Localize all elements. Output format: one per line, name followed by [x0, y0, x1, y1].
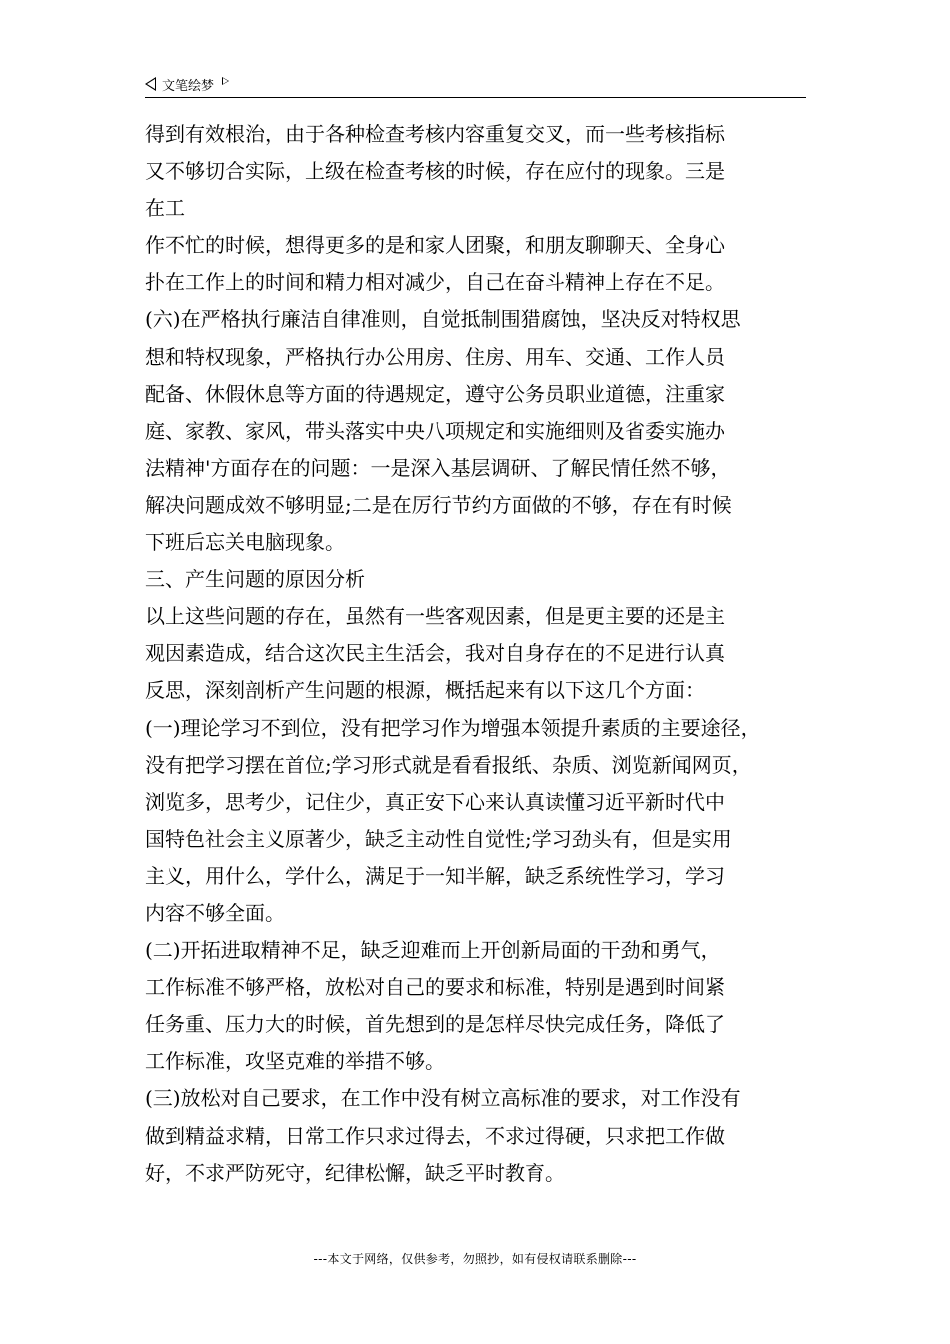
text-line: (六)在严格执行廉洁自律准则，自觉抵制围猎腐蚀，坚决反对特权思 — [145, 307, 741, 332]
text-line: 下班后忘关电脑现象。 — [145, 530, 345, 555]
page-footer-disclaimer: ---本文于网络，仅供参考，勿照抄，如有侵权请联系删除--- — [313, 1252, 637, 1266]
page-header — [145, 72, 805, 96]
text-line: 反思，深刻剖析产生问题的根源，概括起来有以下这几个方面： — [145, 678, 705, 703]
text-line: 观因素造成，结合这次民主生活会，我对自身存在的不足进行认真 — [145, 641, 725, 666]
text-line: 法精神'方面存在的问题：一是深入基层调研、了解民情任然不够， — [145, 455, 731, 480]
text-line: (一)理论学习不到位，没有把学习作为增强本领提升素质的主要途径， — [145, 715, 761, 740]
text-line: 在工 — [145, 196, 185, 221]
text-line: 国特色社会主义原著少，缺乏主动性自觉性;学习劲头有，但是实用 — [145, 826, 732, 851]
text-line: 浏览多，思考少，记住少，真正安下心来认真读懂习近平新时代中 — [145, 789, 725, 814]
triangle-right-icon — [222, 77, 229, 85]
text-line: 扑在工作上的时间和精力相对减少，自己在奋斗精神上存在不足。 — [145, 270, 725, 295]
text-line: 得到有效根治，由于各种检查考核内容重复交叉，而一些考核指标 — [145, 122, 725, 146]
text-line: 作不忙的时候，想得更多的是和家人团聚，和朋友聊聊天、全身心 — [145, 233, 725, 258]
header-title: 文笔绘梦 — [162, 78, 215, 94]
text-line: 又不够切合实际，上级在检查考核的时候，存在应付的现象。三是 — [145, 159, 725, 184]
text-line: 庭、家教、家风，带头落实中央八项规定和实施细则及省委实施办 — [145, 418, 725, 443]
text-line: 工作标准不够严格，放松对自己的要求和标准，特别是遇到时间紧 — [145, 975, 725, 1000]
text-line: 解决问题成效不够明显;二是在厉行节约方面做的不够，存在有时候 — [145, 492, 732, 517]
document-body — [145, 116, 813, 1192]
text-line: 任务重、压力大的时候，首先想到的是怎样尽快完成任务，降低了 — [145, 1012, 725, 1037]
section-heading: 三、产生问题的原因分析 — [145, 567, 365, 592]
text-line: 没有把学习摆在首位;学习形式就是看看报纸、杂质、浏览新闻网页， — [145, 752, 752, 777]
text-line: 主义，用什么，学什么，满足于一知半解，缺乏系统性学习，学习 — [145, 863, 725, 888]
text-line: 工作标准，攻坚克难的举措不够。 — [145, 1049, 445, 1074]
triangle-left-icon — [145, 77, 156, 91]
text-line: 配备、休假休息等方面的待遇规定，遵守公务员职业道德，注重家 — [145, 381, 725, 406]
text-line: 想和特权现象，严格执行办公用房、住房、用车、交通、工作人员 — [145, 344, 725, 369]
text-line: (三)放松对自己要求，在工作中没有树立高标准的要求，对工作没有 — [145, 1086, 741, 1111]
text-line: 做到精益求精，日常工作只求过得去，不求过得硬，只求把工作做 — [145, 1123, 725, 1148]
text-line: 以上这些问题的存在，虽然有一些客观因素，但是更主要的还是主 — [145, 604, 725, 629]
text-line: (二)开拓进取精神不足，缺乏迎难而上开创新局面的干劲和勇气， — [145, 938, 721, 963]
text-line: 内容不够全面。 — [145, 900, 285, 925]
text-line: 好，不求严防死守，纪律松懈，缺乏平时教育。 — [145, 1160, 565, 1185]
header-divider — [145, 97, 806, 98]
